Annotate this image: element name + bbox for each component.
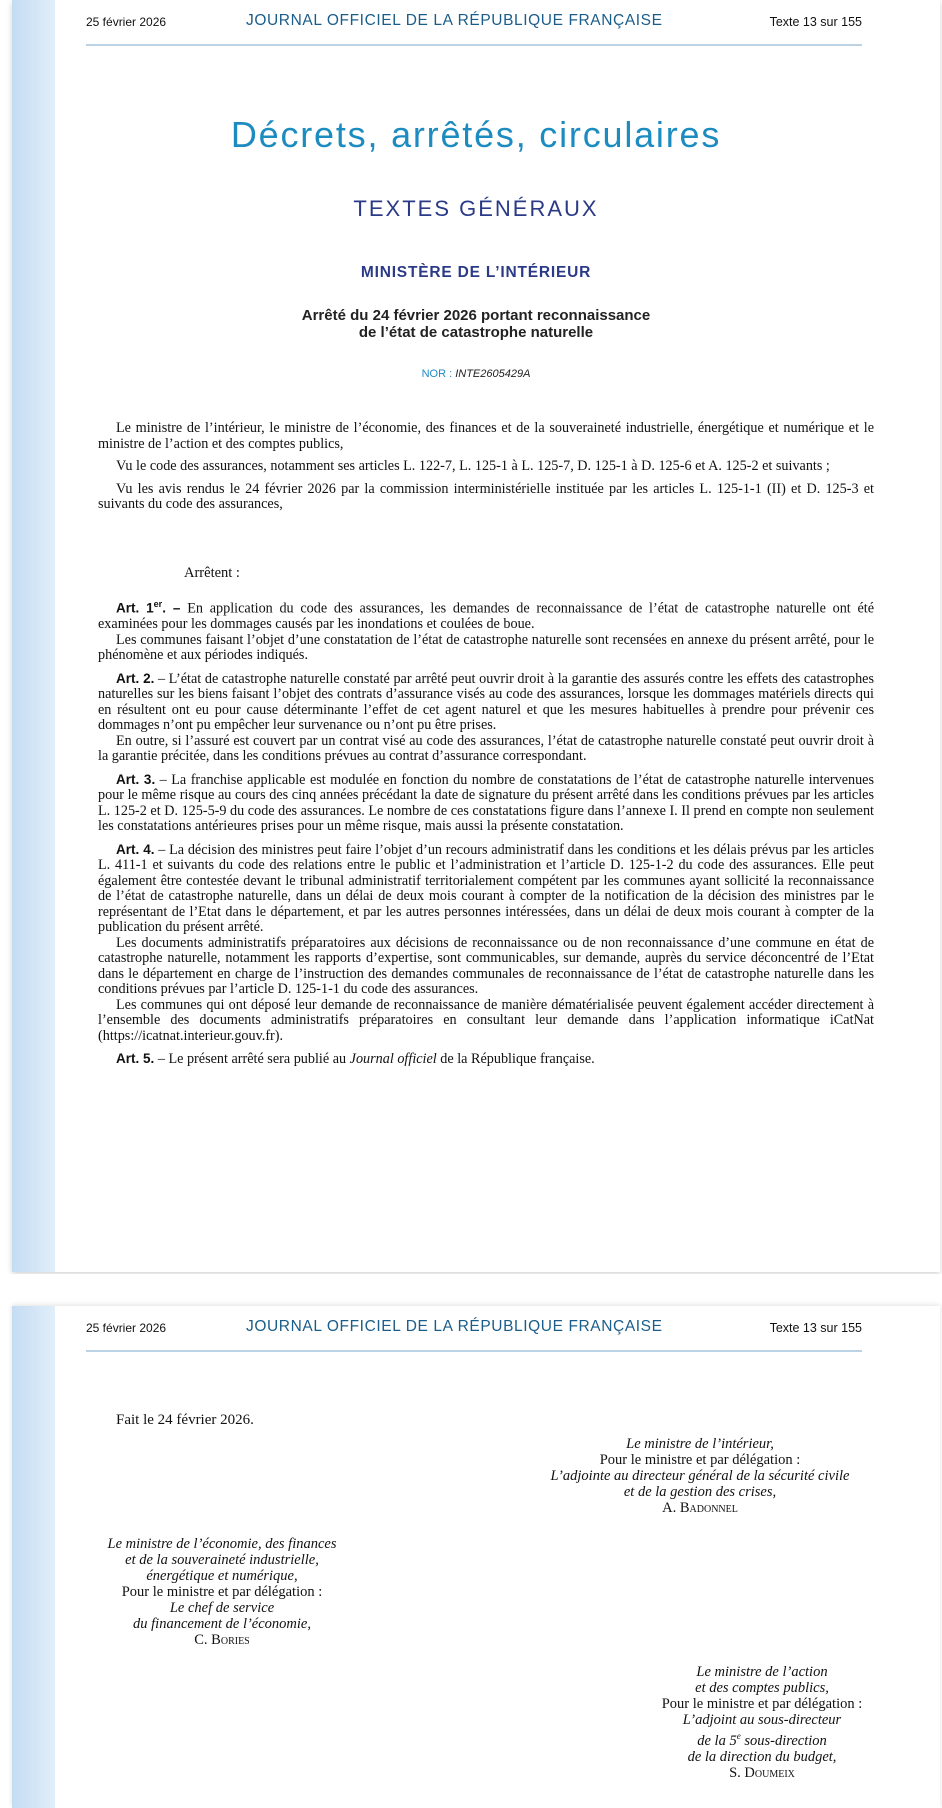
article-2-label: Art. 2. (116, 670, 155, 686)
article-1-text: En application du code des assurances, les demandes de reconnaissance de l’état de catastrophe naturelle ont été examinées pour les dommages causés par les inondations et coulées de boue. (98, 600, 874, 633)
header-date: 25 février 2026 (86, 15, 167, 29)
header-text-number: Texte 13 sur 155 (769, 15, 862, 29)
article-5-paragraph (98, 1051, 874, 1068)
article-1-sep: . – (162, 600, 188, 616)
sig1-line: et de la gestion des crises, (623, 1484, 777, 1500)
sig2-line: et de la souveraineté industrielle, (125, 1552, 319, 1568)
sig2-line: Le chef de service (169, 1600, 275, 1616)
sig3-line: L’adjoint au sous-directeur (682, 1712, 842, 1728)
sig2-line: Pour le ministre et par délégation : (121, 1584, 323, 1600)
sig3-line: sous-direction (740, 1732, 827, 1749)
decree-title-line-2: de l’état de catastrophe naturelle (358, 324, 594, 341)
article-4-paragraph-3: Les communes qui ont déposé leur demande de reconnaissance de manière dématérialisée peuvent également accéder directement à l’ensemble des documents administratifs préparatoires en consultant leur demande dans l’application informatique iCatNat (https://icatnat.interieur.gouv.fr). (98, 996, 874, 1044)
ministry-name: MINISTÈRE DE L’INTÉRIEUR (360, 264, 592, 281)
section-subtitle: TEXTES GÉNÉRAUX (353, 196, 599, 221)
sig3-line: Le ministre de l’action (696, 1664, 828, 1680)
visa-paragraph: Vu le code des assurances, notamment ses articles L. 122-7, L. 125-1 à L. 125-7, D. 125-1 à D. 125-6 et A. 125-2 et suivants ; (116, 458, 830, 474)
page-margin-band (12, 0, 55, 1272)
article-4-text: – La décision des ministres peut faire l’objet d’un recours administratif dans les conditions et les délais prévus par les articles L. 411-1 et suivants du code des relations entre le public et l’administration et l’article D. 125-1-2 du code des assurances. Elle peut également être contestée devant le tribunal administratif territorialement compétent par les communes ayant sollicité la reconnaissance de l’état de catastrophe naturelle, dans un délai de deux mois courant à compter de la notification de la décision des ministres par le représentant de l’Etat dans le département, et par les autres personnes intéressées, dans un délai de deux mois courant à compter de la publication du présent arrêté. (98, 841, 874, 936)
article-3-text: – La franchise applicable est modulée en fonction du nombre de constatations de l’état de catastrophe naturelle intervenues pour le même risque au cours des cinq années précédant la date de signature du présent arrêté dans les conditions prévues par les articles L. 125-2 et D. 125-5-9 du code des assurances. Le nombre de ces constatations figure dans l’annexe I. Il prend en compte non seulement les constatations antérieures prises pour un même risque, mais aussi la présente constatation. (98, 771, 875, 835)
section-title: Décrets, arrêtés, circulaires (230, 114, 722, 155)
article-4-paragraph-2: Les documents administratifs préparatoires aux décisions de reconnaissance ou de non reconnaissance d’une commune en état de catastrophe naturelle, notamment les rapports d’expertise, sont communicables, sur demande, auprès du service déconcentré de l’Etat dans le département en charge de l’instruction des demandes communales de reconnaissance de l’état de catastrophe naturelle dans les conditions prévues par l’article D. 125-1-1 du code des assurances. (98, 934, 874, 998)
sig1-name: A. Badonnel (662, 1500, 738, 1516)
page-header (86, 1318, 862, 1352)
article-5-text-post: de la République française. (436, 1051, 595, 1068)
nor-label: NOR : (421, 368, 456, 380)
header-date: 25 février 2026 (86, 1321, 167, 1335)
page-gap (0, 1274, 942, 1306)
sig1-line: Le ministre de l’intérieur, (626, 1436, 774, 1452)
sig2-line: du financement de l’économie, (133, 1616, 311, 1632)
signature-economie (72, 1536, 372, 1648)
sig3-line: Pour le ministre et par délégation : (661, 1696, 863, 1712)
header-journal-title: JOURNAL OFFICIEL DE LA RÉPUBLIQUE FRANÇAISE (246, 1318, 663, 1335)
article-2-text: – L’état de catastrophe naturelle constaté par arrêté peut ouvrir droit à la garantie des assurés contre les effets des catastrophes naturelles sur les biens faisant l’objet des contrats d’assurance visés au code des assurances, lorsque les dommages matériels directs qui en résultent ont eu pour cause déterminante l’effet de cet agent naturel et que les mesures habituelles à prendre pour prévenir ces dommages n’ont pu empêcher leur survenance ou n’ont pu être prises. (98, 670, 875, 734)
header-text-number: Texte 13 sur 155 (769, 1321, 862, 1335)
articles-block (98, 597, 874, 1068)
sig3-line: et des comptes publics, (695, 1680, 829, 1696)
signature-date: Fait le 24 février 2026. (116, 1412, 254, 1428)
journal-page-2 (12, 1306, 940, 1808)
sig1-line: Pour le ministre et par délégation : (599, 1452, 801, 1468)
signature-interieur (500, 1436, 900, 1516)
article-2-paragraph-2: En outre, si l’assuré est couvert par un contrat visé au code des assurances, l’état de catastrophe naturelle constaté peut ouvrir droit à la garantie précitée, dans les conditions prévues au contrat d’assurance correspondant. (98, 732, 874, 765)
article-5-text-pre: – Le présent arrêté sera publié au (154, 1051, 350, 1068)
arretent-heading: Arrêtent : (184, 565, 240, 581)
sig1-line: L’adjointe au directeur général de la sécurité civile (550, 1468, 850, 1484)
article-3-paragraph (98, 772, 874, 835)
article-1-label: Art. 1 (116, 600, 154, 616)
journal-page-1 (12, 0, 940, 1272)
page-header (86, 12, 862, 46)
sig2-line: énergétique et numérique, (146, 1568, 298, 1584)
sig3-name: S. Doumeix (729, 1764, 795, 1781)
sig3-line: de la 5 (697, 1732, 737, 1749)
sig3-line: de la direction du budget, (687, 1748, 837, 1765)
visas-block (98, 421, 874, 513)
header-journal-title: JOURNAL OFFICIEL DE LA RÉPUBLIQUE FRANÇAISE (246, 12, 663, 29)
article-1-sup: er (153, 599, 163, 609)
article-4-paragraph (98, 842, 874, 936)
article-1-paragraph (98, 597, 874, 633)
nor-reference (12, 368, 940, 380)
decree-title-line-1: Arrêté du 24 février 2026 portant reconnaissance (301, 307, 651, 324)
signature-comptes-publics (612, 1664, 912, 1781)
page-margin-band (12, 1306, 55, 1808)
visa-paragraph: Vu les avis rendus le 24 février 2026 par la commission interministérielle instituée par les articles L. 125-1-1 (II) et D. 125-3 et suivants du code des assurances, (98, 480, 874, 512)
article-5-journal-italic: Journal officiel (349, 1051, 437, 1068)
sig3-sup: e (736, 1731, 741, 1741)
sig2-line: Le ministre de l’économie, des finances (107, 1536, 337, 1552)
visa-paragraph: Le ministre de l’intérieur, le ministre de l’économie, des finances et de la souveraineté industrielle, énergétique et numérique et le ministre de l’action et des comptes publics, (98, 420, 874, 452)
article-3-label: Art. 3. (116, 771, 156, 787)
article-1-paragraph-2: Les communes faisant l’objet d’une constatation de l’état de catastrophe naturelle sont recensées en annexe du présent arrêté, pour le phénomène et aux périodes indiqués. (98, 631, 874, 664)
nor-value: INTE2605429A (455, 368, 531, 380)
article-2-paragraph (98, 671, 874, 734)
article-5-label: Art. 5. (116, 1051, 155, 1067)
article-4-label: Art. 4. (116, 841, 155, 857)
sig2-name: C. Bories (194, 1632, 250, 1648)
decree-title (12, 307, 940, 341)
